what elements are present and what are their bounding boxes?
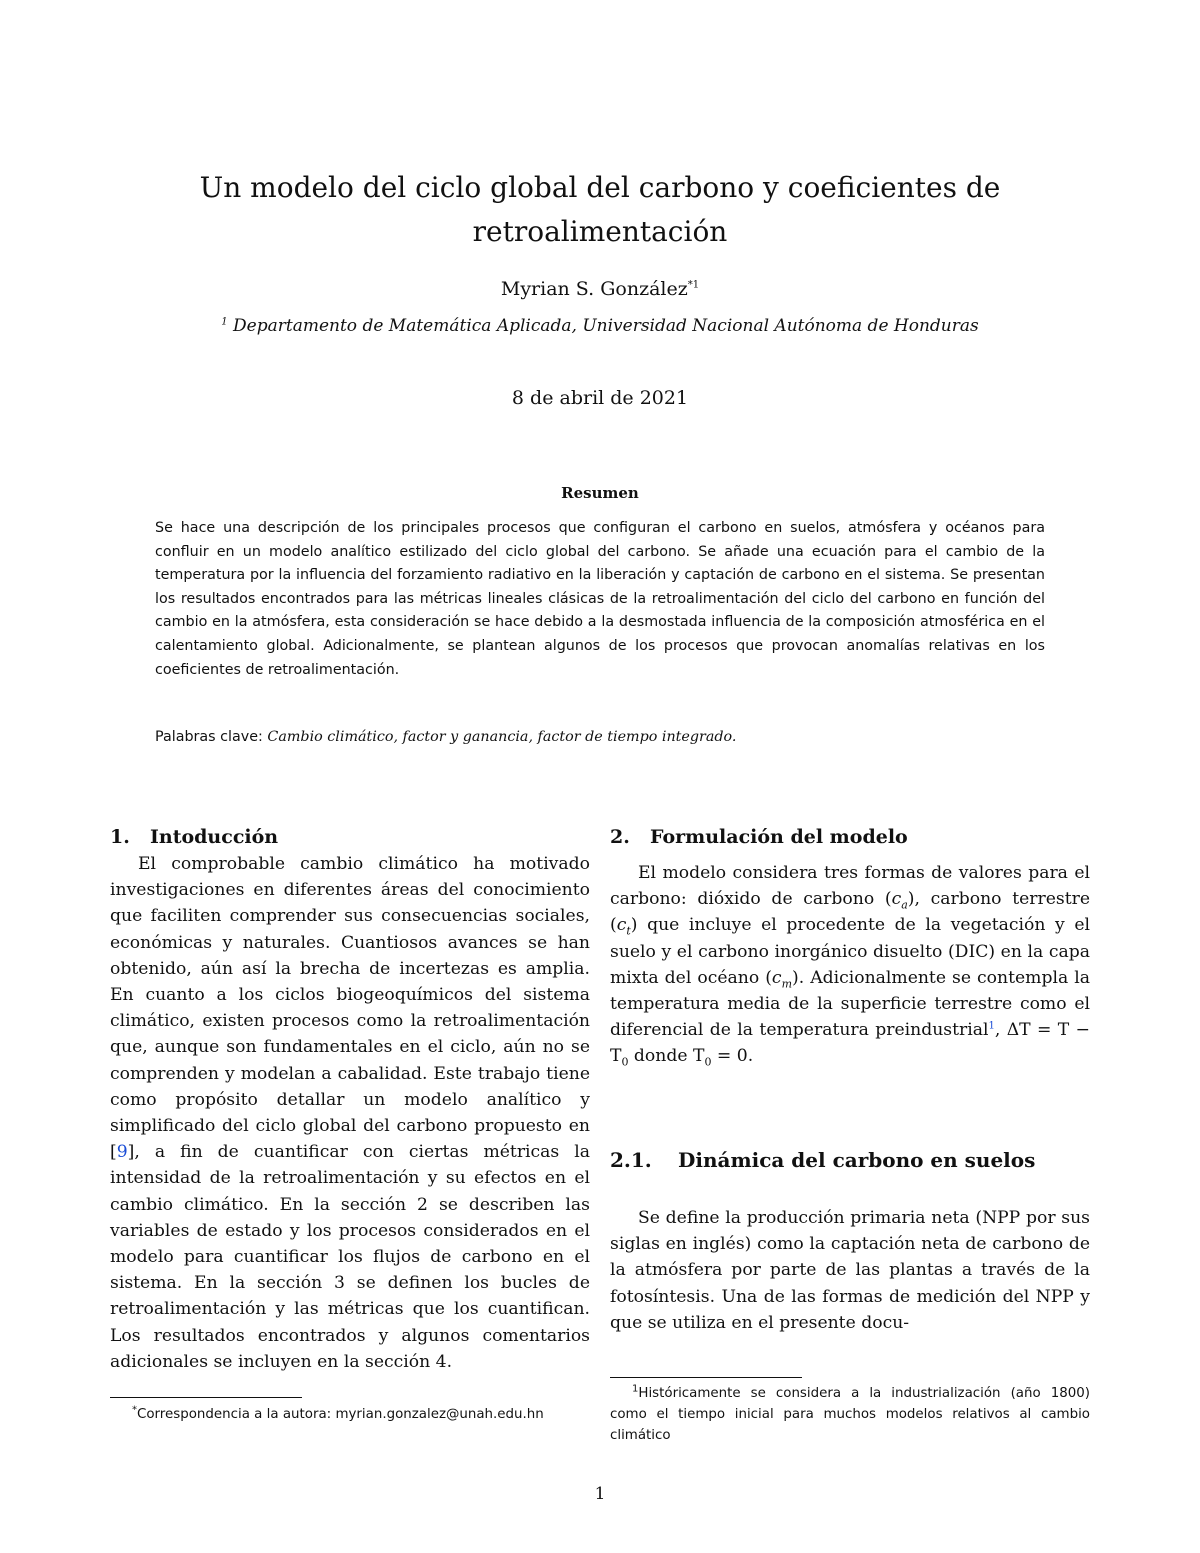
section-1-title: Intoducción (150, 826, 279, 848)
section-1-heading (110, 826, 278, 848)
abstract-text: Se hace una descripción de los principales procesos que configuran el carbono en suelos, atmósfera y océanos para confluir en un modelo analítico estilizado del ciclo global del carbono. Se añade una ecuación para el cambio de la temperatura por la influencia del forzamiento radiativo en la liberación y captación de carbono en el sistema. Se presentan los resultados encontrados para las métricas lineales clásicas de la retroalimentación del ciclo del carbono en función del cambio en la atmósfera, esta consideración se hace debido a la desmostada influencia de la composición atmosférica en el calentamiento global. Adicionalmente, se plantean algunos de los procesos que provocan anomalías relativas en los coeficientes de retroalimentación. (155, 520, 1045, 678)
t0-sub-2: 0 (704, 1055, 712, 1069)
section-2-text-7: = 0. (711, 1046, 754, 1067)
affiliation: Departamento de Matemática Aplicada, Universidad Nacional Autónoma de Honduras (233, 316, 979, 336)
footnote-rule-left (110, 1397, 302, 1398)
section-2-text-3: ) que incluye el procedente de la vegetación y el suelo y el carbono inorgánico disuelto (DIC) en la capa mixta del océano ( (610, 915, 1090, 988)
footnote-rule-right (610, 1377, 802, 1378)
citation-link[interactable]: 9 (116, 1142, 128, 1163)
section-2-1-text: Se define la producción primaria neta (NPP por sus siglas en inglés) como la captación neta de carbono de la atmósfera por parte de las plantas a través de la fotosíntesis. Una de las formas de medición del NPP y que se utiliza en el presente docu- (610, 1208, 1090, 1333)
section-2-number: 2. (610, 826, 630, 848)
section-2-text-1: El modelo considera tres formas de valores para el carbono: dióxido de carbono ( (610, 863, 1090, 910)
footnote-ref-1[interactable]: 1 (988, 1020, 995, 1032)
section-2-heading (610, 826, 908, 848)
section-2-text-5: , ΔT = T − T (610, 1020, 1090, 1067)
section-1-text-a: El comprobable cambio climático ha motivado investigaciones en diferentes áreas del conocimiento que faciliten comprender sus consecuencias sociales, económicas y naturales. Cuantiosos avances se han obtenido, aún así la brecha de incertezas es amplia. En cuanto a los ciclos biogeoquímicos del sistema climático, existen procesos como la retroalimentación que, aunque son fundamentales en el ciclo, aún no se comprenden y modelan a cabalidad. Este trabajo tiene como propósito detallar un modelo analítico y simplificado del ciclo global del carbono propuesto en [ (110, 854, 590, 1163)
var-c-t: c (616, 915, 627, 936)
var-c-m-sub: m (781, 977, 792, 991)
keywords: Cambio climático, factor y ganancia, factor de tiempo integrado. (267, 729, 737, 745)
section-2-text (610, 860, 1090, 1070)
footnote-right (610, 1383, 1090, 1446)
footnote-left-text: Correspondencia a la autora: myrian.gonzalez@unah.edu.hn (137, 1407, 544, 1422)
author-marks: *1 (687, 279, 700, 291)
affiliation-line (150, 316, 1050, 336)
footnote-right-text: Históricamente se considera a la industrialización (año 1800) como el tiempo inicial para muchos modelos relativos al cambio climático (610, 1386, 1090, 1443)
page-number: 1 (594, 1484, 606, 1504)
affiliation-mark: 1 (221, 316, 228, 328)
section-2-1-title: Dinámica del carbono en suelos (678, 1148, 1036, 1172)
section-2-1-number: 2.1. (610, 1148, 652, 1172)
paper-title: Un modelo del ciclo global del carbono y coeficientes de retroalimentación (199, 171, 1001, 248)
section-1-text-b: ], a fin de cuantificar con ciertas métricas la intensidad de la retroalimentación y su efectos en el cambio climático. En la sección 2 se describen las variables de estado y los procesos considerados en el modelo para cuantificar los flujos de carbono en el sistema. En la sección 3 se definen los bucles de retroalimentación y las métricas que los cuantifican. Los resultados encontrados y algunos comentarios adicionales se incluyen en la sección 4. (110, 1142, 590, 1372)
var-c-a-sub: a (901, 898, 908, 912)
footnote-left-mark: * (132, 1404, 137, 1416)
section-2-text-4: ). Adicionalmente se contempla la temperatura media de la superficie terrestre como el diferencial de la temperatura preindustrial (610, 967, 1090, 1041)
abstract-heading: Resumen (561, 484, 639, 502)
author-line (150, 278, 1050, 300)
paper-date: 8 de abril de 2021 (511, 387, 689, 409)
t0-sub-1: 0 (621, 1055, 629, 1069)
author-name: Myrian S. González (500, 278, 688, 300)
section-1-text (110, 851, 590, 1375)
section-2-text-2: ), carbono terrestre ( (610, 889, 1091, 936)
keywords-line (155, 729, 1045, 745)
var-c-m: c (771, 967, 782, 988)
var-c-a: c (891, 889, 902, 910)
section-2-1-heading (610, 1148, 1035, 1172)
footnote-left (110, 1404, 590, 1425)
footnote-right-mark: 1 (632, 1383, 639, 1395)
var-c-t-sub: t (626, 924, 631, 938)
section-1-number: 1. (110, 826, 130, 848)
section-2-title: Formulación del modelo (650, 826, 908, 848)
section-2-text-6: donde T (628, 1046, 705, 1067)
keywords-label: Palabras clave: (155, 729, 263, 745)
